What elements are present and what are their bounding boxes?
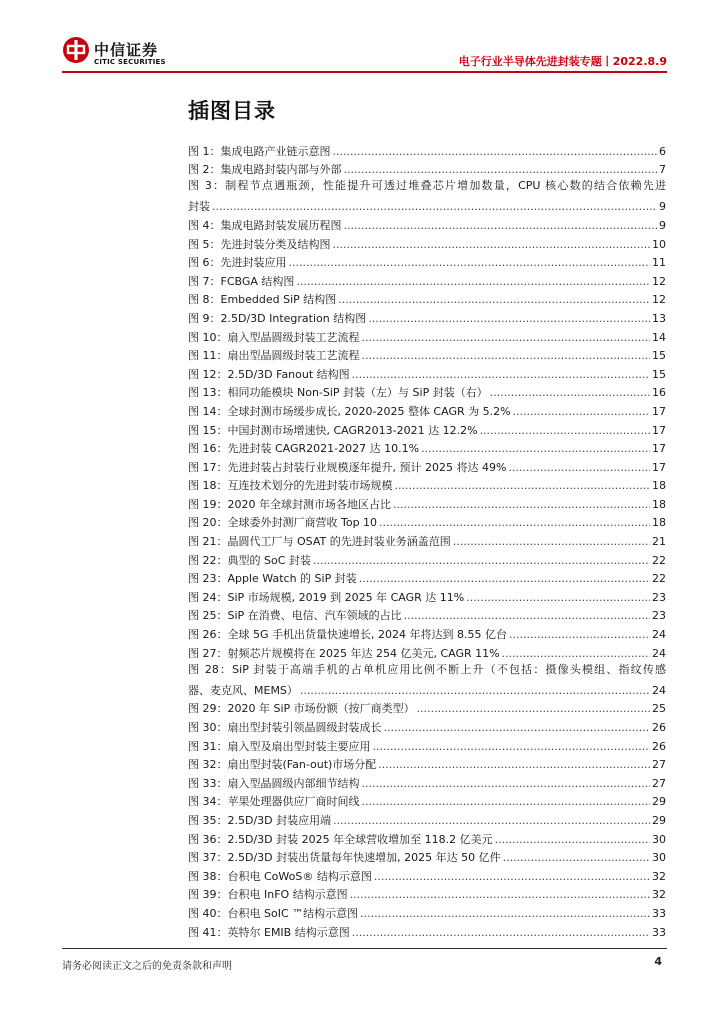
dot-leader: [333, 238, 651, 252]
toc-entry[interactable]: [188, 530, 666, 549]
toc-entry-label: 图 21：晶圆代工厂与 OSAT 的先进封装业务涵盖范围: [188, 535, 451, 549]
toc-entry-label: 图 23：Apple Watch 的 SiP 封装: [188, 572, 357, 586]
toc-entry-page: 14: [652, 330, 666, 344]
dot-leader: [296, 275, 650, 289]
dot-leader: [509, 628, 650, 642]
toc-entry-page: 30: [652, 832, 666, 846]
toc-entry-page: 15: [652, 367, 666, 381]
toc-entry-label: 图 13：相同功能模块 Non-SiP 封装（左）与 SiP 封装（右）: [188, 386, 488, 400]
report-title: 电子行业半导体先进封装专题丨2022.8.9: [458, 55, 667, 68]
toc-entry-page: 27: [652, 758, 666, 772]
toc-entry-page: 6: [659, 144, 666, 158]
dot-leader: [362, 777, 651, 791]
toc-entry[interactable]: [188, 754, 666, 773]
dot-leader: [466, 591, 650, 605]
toc-entry-label: 图 12：2.5D/3D Fanout 结构图: [188, 367, 350, 381]
toc-entry[interactable]: [188, 698, 666, 717]
toc-entry-page: 29: [652, 795, 666, 809]
dot-leader: [421, 442, 650, 456]
citic-logo: [62, 36, 202, 70]
toc-entry-page: 17: [652, 460, 666, 474]
toc-entry[interactable]: [188, 382, 666, 401]
footer-divider: [62, 948, 667, 949]
toc-entry-page: 17: [652, 404, 666, 418]
toc-entry-label: 图 1：集成电路产业链示意图: [188, 144, 331, 158]
toc-entry-page: 30: [652, 851, 666, 865]
dot-leader: [503, 851, 650, 865]
dot-leader: [384, 721, 651, 735]
toc-entry[interactable]: [188, 623, 666, 642]
toc-entry-label: 图 41：英特尔 EMIB 结构示意图: [188, 925, 350, 939]
toc-entry[interactable]: [188, 475, 666, 494]
toc-entry[interactable]: [188, 493, 666, 512]
toc-entry-label: 图 36：2.5D/3D 封装 2025 年全球营收增加至 118.2 亿美元: [188, 832, 493, 846]
toc-entry[interactable]: [188, 791, 666, 810]
citic-emblem-icon: [62, 36, 90, 64]
toc-entry[interactable]: [188, 270, 666, 289]
toc-entry-page: 24: [652, 628, 666, 642]
toc-entry[interactable]: [188, 456, 666, 475]
header-divider: [62, 71, 667, 73]
toc-entry[interactable]: [188, 605, 666, 624]
dot-leader: [508, 461, 650, 475]
toc-entry-label: 图 6：先进封装应用: [188, 256, 287, 270]
toc-entry[interactable]: [188, 865, 666, 884]
dot-leader: [373, 740, 651, 754]
toc-entry[interactable]: [188, 214, 666, 233]
toc-entry-page: 32: [652, 869, 666, 883]
toc-entry-page: 26: [652, 739, 666, 753]
toc-entry[interactable]: [188, 586, 666, 605]
toc-entry-label: 图 29：2020 年 SiP 市场份额（按厂商类型）: [188, 702, 415, 716]
toc-entry[interactable]: [188, 921, 666, 940]
toc-entry[interactable]: [188, 772, 666, 791]
toc-entry-page: 18: [652, 479, 666, 493]
dot-leader: [362, 795, 651, 809]
toc-entry-page: 18: [652, 516, 666, 530]
toc-entry[interactable]: [188, 252, 666, 271]
toc-entry[interactable]: [188, 642, 666, 661]
toc-entry-page: 27: [652, 776, 666, 790]
dot-leader: [495, 833, 650, 847]
toc-entry[interactable]: [188, 307, 666, 326]
toc-entry[interactable]: [188, 735, 666, 754]
toc-entry-page: 23: [652, 609, 666, 623]
dot-leader: [359, 572, 650, 586]
toc-entry[interactable]: [188, 512, 666, 531]
toc-entry-label: 图 5：先进封装分类及结构图: [188, 237, 331, 251]
dot-leader: [368, 312, 650, 326]
toc-entry-label: 图 8：Embedded SiP 结构图: [188, 293, 337, 307]
toc-entry[interactable]: [188, 809, 666, 828]
toc-entry[interactable]: [188, 363, 666, 382]
toc-entry-label: 图 37：2.5D/3D 封装出货量每年快速增加, 2025 年达 50 亿件: [188, 851, 501, 865]
toc-entry-label: 图 10：扇入型晶圆级封装工艺流程: [188, 330, 360, 344]
toc-entry[interactable]: [188, 177, 666, 214]
dot-leader: [289, 256, 651, 270]
dot-leader: [374, 870, 650, 884]
page-title: 插图目录: [188, 99, 276, 123]
dot-leader: [352, 368, 650, 382]
toc-entry-label: 图 20：全球委外封测厂商营收 Top 10: [188, 516, 378, 530]
dot-leader: [490, 386, 650, 400]
dot-leader: [344, 219, 658, 233]
dot-leader: [212, 200, 657, 214]
toc-entry-page: 25: [652, 702, 666, 716]
toc-entry-label: 图 14：全球封测市场缓步成长, 2020-2025 整体 CAGR 为 5.2%: [188, 404, 511, 418]
toc-entry[interactable]: [188, 716, 666, 735]
toc-entry[interactable]: [188, 345, 666, 364]
toc-entry-label: 图 30：扇出型封装引领晶圆级封装成长: [188, 721, 382, 734]
toc-entry-label: 图 2：集成电路封装内部与外部: [188, 163, 342, 177]
toc-entry[interactable]: [188, 419, 666, 438]
dot-leader: [352, 926, 650, 940]
toc-entry-page: 33: [652, 906, 666, 920]
toc-entry-page: 26: [652, 721, 666, 734]
dot-leader: [417, 702, 650, 716]
toc-entry-page: 32: [652, 888, 666, 902]
toc-entry-label: 图 9：2.5D/3D Integration 结构图: [188, 311, 367, 325]
toc-entry[interactable]: [188, 438, 666, 457]
toc-entry[interactable]: [188, 289, 666, 308]
dot-leader: [333, 145, 658, 159]
dot-leader: [350, 888, 650, 902]
toc-entry-page: 22: [652, 553, 666, 567]
toc-entry-label: 图 11：扇出型晶圆级封装工艺流程: [188, 349, 360, 363]
dot-leader: [378, 758, 650, 772]
toc-entry[interactable]: [188, 884, 666, 903]
toc-entry-page: 24: [652, 646, 666, 660]
toc-entry-page: 21: [652, 535, 666, 549]
toc-entry-label: 图 35：2.5D/3D 封装应用端: [188, 813, 332, 827]
brand-name-cn: 中信证券: [94, 41, 159, 59]
dot-leader: [300, 684, 650, 698]
page-header: [0, 0, 724, 80]
toc-entry-label: 图 19：2020 年全球封测市场各地区占比: [188, 497, 391, 511]
dot-leader: [480, 424, 650, 438]
toc-entry-label: 图 4：集成电路封装发展历程图: [188, 218, 342, 232]
toc-entry-label: 图 22：典型的 SoC 封装: [188, 553, 311, 567]
toc-entry[interactable]: [188, 568, 666, 587]
dot-leader: [362, 331, 651, 345]
toc-entry-label: 器、麦克风、MEMS）: [188, 683, 298, 697]
toc-entry[interactable]: [188, 140, 666, 159]
dot-leader: [513, 405, 650, 419]
toc-entry-page: 13: [652, 311, 666, 325]
dot-leader: [313, 554, 650, 568]
dot-leader: [338, 293, 650, 307]
dot-leader: [395, 479, 651, 493]
brand-name-en: CITIC SECURITIES: [94, 58, 166, 66]
toc-entry-label-line1: 图 28：SiP 封装于高端手机的占单机应用比例不断上升（不包括：摄像头模组、指纹传感: [188, 662, 666, 676]
toc-entry-label: 图 15：中国封测市场增速快, CAGR2013-2021 达 12.2%: [188, 423, 478, 437]
dot-leader: [502, 647, 650, 661]
toc-entry[interactable]: [188, 549, 666, 568]
dot-leader: [362, 349, 651, 363]
toc-entry[interactable]: [188, 847, 666, 866]
toc-entry-label: 图 27：射频芯片规模将在 2025 年达 254 亿美元, CAGR 11%: [188, 646, 500, 660]
toc-entry[interactable]: [188, 661, 666, 698]
toc-entry-page: 33: [652, 925, 666, 939]
toc-entry[interactable]: [188, 902, 666, 921]
toc-entry-label-line1: 图 3：制程节点遇瓶颈，性能提升可透过堆叠芯片增加数量，CPU 核心数的结合依赖先进: [188, 179, 666, 193]
toc-entry-label: 图 25：SiP 在消费、电信、汽车领域的占比: [188, 609, 402, 623]
toc-entry-label: 图 31：扇入型及扇出型封装主要应用: [188, 739, 371, 753]
toc-entry-label: 图 32：扇出型封装(Fan-out)市场分配: [188, 758, 377, 772]
dot-leader: [453, 535, 650, 549]
page-number: 4: [654, 955, 662, 968]
toc-entry-page: 17: [652, 423, 666, 437]
toc-entry[interactable]: [188, 233, 666, 252]
toc-entry-page: 24: [652, 683, 666, 697]
toc-entry-label: 图 17：先进封装占封装行业规模逐年提升, 预计 2025 将达 49%: [188, 460, 507, 474]
dot-leader: [360, 907, 650, 921]
toc-entry-page: 29: [652, 813, 666, 827]
toc-entry-page: 9: [659, 218, 666, 232]
toc-entry-label: 封装: [188, 200, 210, 214]
dot-leader: [333, 814, 650, 828]
toc-entry[interactable]: [188, 400, 666, 419]
toc-entry-page: 7: [659, 163, 666, 177]
toc-entry-page: 10: [652, 237, 666, 251]
toc-entry-label: 图 33：扇入型晶圆级内部细节结构: [188, 776, 360, 790]
toc-entry-page: 23: [652, 590, 666, 604]
toc-entry-label: 图 39：台积电 InFO 结构示意图: [188, 888, 348, 902]
toc-entry-page: 18: [652, 497, 666, 511]
toc-entry-page: 12: [652, 293, 666, 307]
toc-entry-label: 图 26：全球 5G 手机出货量快速增长, 2024 年将达到 8.55 亿台: [188, 628, 507, 642]
toc-entry-label: 图 40：台积电 SoIC ™结构示意图: [188, 906, 359, 920]
toc-entry-page: 11: [652, 256, 666, 270]
dot-leader: [404, 609, 650, 623]
toc-entry-label: 图 34：苹果处理器供应厂商时间线: [188, 795, 360, 809]
toc-entry[interactable]: [188, 326, 666, 345]
toc-entry[interactable]: [188, 159, 666, 178]
dot-leader: [344, 163, 658, 177]
footer-disclaimer: 请务必阅读正文之后的免责条款和声明: [62, 961, 232, 972]
toc-entry-label: 图 16：先进封装 CAGR2021-2027 达 10.1%: [188, 442, 420, 456]
toc-entry-page: 22: [652, 572, 666, 586]
toc-entry-label: 图 18：互连技术划分的先进封装市场规模: [188, 479, 393, 493]
toc-entry-label: 图 24：SiP 市场规模, 2019 到 2025 年 CAGR 达 11%: [188, 590, 465, 604]
toc-entry-page: 16: [652, 386, 666, 400]
toc-entry-label: 图 38：台积电 CoWoS® 结构示意图: [188, 869, 372, 883]
figure-list: [188, 140, 666, 940]
toc-entry-label: 图 7：FCBGA 结构图: [188, 274, 295, 288]
toc-entry-page: 12: [652, 274, 666, 288]
dot-leader: [379, 516, 650, 530]
toc-entry-page: 15: [652, 349, 666, 363]
dot-leader: [393, 498, 650, 512]
toc-entry-page: 9: [659, 200, 666, 214]
toc-entry-page: 17: [652, 442, 666, 456]
toc-entry[interactable]: [188, 828, 666, 847]
